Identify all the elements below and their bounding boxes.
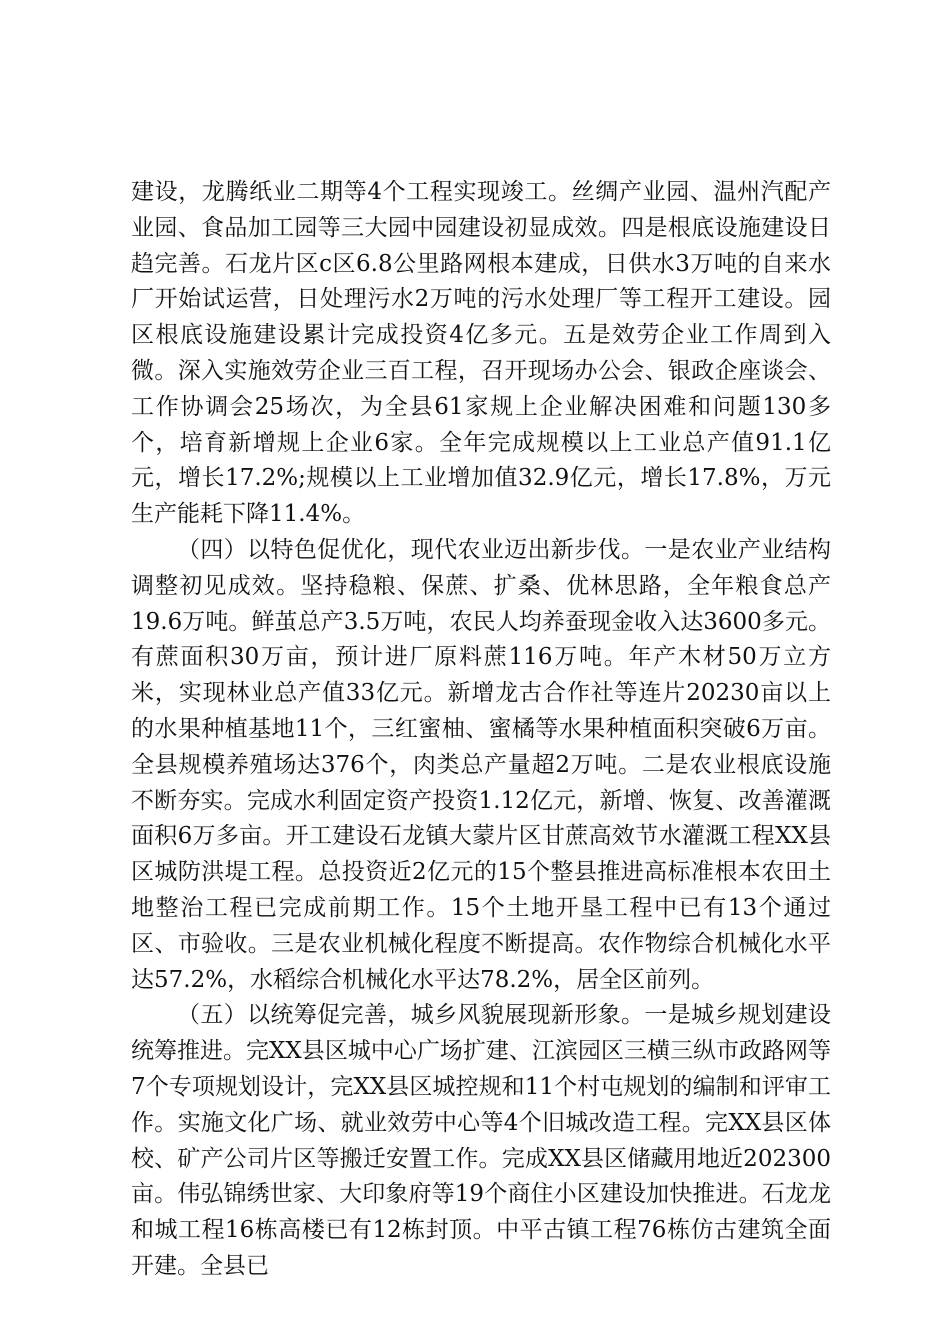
paragraph-urban-rural: （五）以统筹促完善，城乡风貌展现新形象。一是城乡规划建设统筹推进。完XX县区城中心广场扩建、江滨园区三横三纵市政路网等7个专项规划设计，完XX县区城控规和11个村屯规划的编制和评审工作。实施文化广场、就业效劳中心等4个旧城改造工程。完XX县区体校、矿产公司片区等搬迁安置工作。完成XX县区储藏用地近202300亩。伟弘锦绣世家、大印象府等19个商住小区建设加快推进。石龙龙和城工程16栋高楼已有12栋封顶。中平古镇工程76栋仿古建筑全面开建。全县已 [131, 1002, 831, 1279]
paragraph-industry-continued: 建设，龙腾纸业二期等4个工程实现竣工。丝绸产业园、温州汽配产业园、食品加工园等三大园中园建设初显成效。四是根底设施建设日趋完善。石龙片区c区6.8公里路网根本建成，日供水3万吨的自来水厂开始试运营，日处理污水2万吨的污水处理厂等工程开工建设。园区根底设施建设累计完成投资4亿多元。五是效劳企业工作周到入微。深入实施效劳企业三百工程，召开现场办公会、银政企座谈会、工作协调会25场次，为全县61家规上企业解决困难和问题130多个，培育新增规上企业6家。全年完成规模以上工业总产值91.1亿元，增长17.2%;规模以上工业增加值32.9亿元，增长17.8%，万元生产能耗下降11.4%。 [131, 179, 831, 528]
paragraph-agriculture: （四）以特色促优化，现代农业迈出新步伐。一是农业产业结构调整初见成效。坚持稳粮、保蔗、扩桑、优林思路，全年粮食总产19.6万吨。鲜茧总产3.5万吨，农民人均养蚕现金收入达3600多元。有蔗面积30万亩，预计进厂原料蔗116万吨。年产木材50万立方米，实现林业总产值33亿元。新增龙古合作社等连片20230亩以上的水果种植基地11个，三红蜜柚、蜜橘等水果种植面积突破6万亩。全县规模养殖场达376个，肉类总产量超2万吨。二是农业根底设施不断夯实。完成水利固定资产投资1.12亿元，新增、恢复、改善灌溉面积6万多亩。开工建设石龙镇大蒙片区甘蔗高效节水灌溉工程XX县区城防洪堤工程。总投资近2亿元的15个整县推进高标准根本农田土地整治工程已完成前期工作。15个土地开垦工程中已有13个通过区、市验收。三是农业机械化程度不断提高。农作物综合机械化水平达57.2%，水稻综合机械化水平达78.2%，居全区前列。 [131, 536, 831, 993]
document-page [131, 175, 831, 1285]
